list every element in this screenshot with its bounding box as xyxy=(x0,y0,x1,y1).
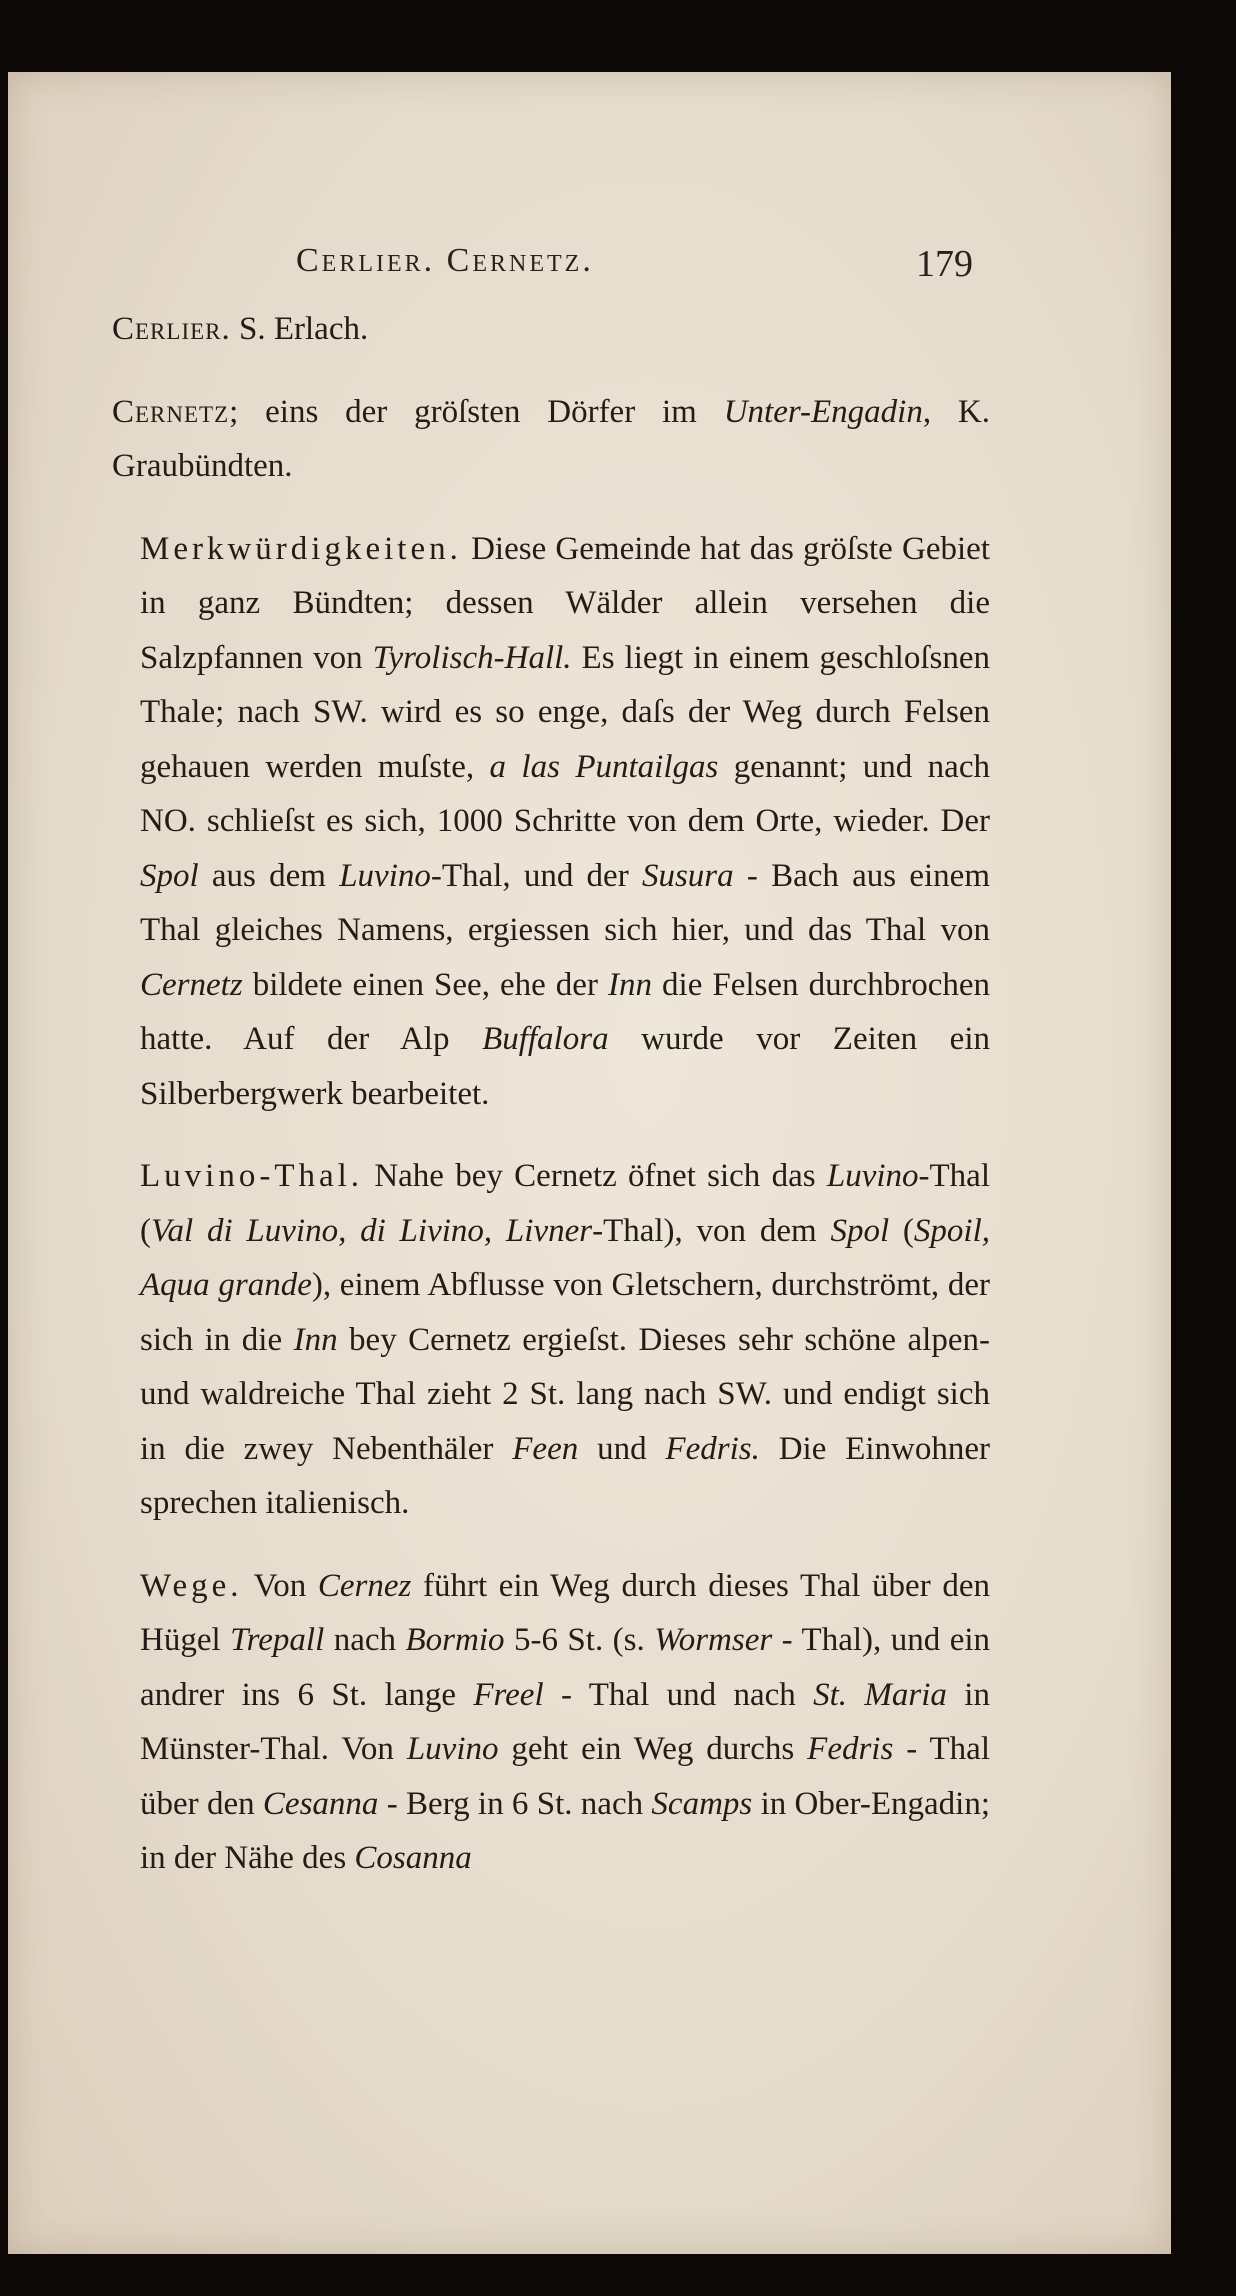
paragraph-text: geht ein Weg durchs xyxy=(498,1731,808,1767)
paragraph-luvino-thal xyxy=(68,1149,990,1531)
paragraph-text: Nahe bey Cernetz öfnet sich das xyxy=(363,1158,827,1194)
italic-name: Cesanna xyxy=(262,1785,379,1822)
italic-name: Scamps xyxy=(651,1785,753,1822)
italic-name: Val di Luvino, di Livino, Livner xyxy=(151,1212,593,1249)
paragraph-text: Diese Gemeinde hat das gröſste Gebiet in ganz Bündten; dessen Wälder allein versehen die Salzpfannen von xyxy=(140,530,990,676)
italic-name: Spol xyxy=(140,857,199,894)
paragraph-text: genannt; und nach NO. schlieſst es sich, 1000 Schritte von dem Orte, wieder. Der xyxy=(140,748,990,839)
italic-name: Cernez xyxy=(317,1567,412,1604)
paragraph-text: und xyxy=(578,1430,666,1467)
section-heading: Merkwürdigkeiten. xyxy=(140,530,462,567)
paragraph-text: in Ober-Engadin; in der Nähe des xyxy=(140,1785,990,1876)
paragraph-text: bey Cernetz ergieſst. Dieses sehr schöne alpen- und waldreiche Thal zieht 2 St. lang nach SW. und endigt sich in die zwey Nebenthäler xyxy=(140,1321,990,1467)
paragraph-text: die Felsen durchbrochen hatte. Auf der Alp xyxy=(140,966,990,1057)
paragraph-text: -Thal), von dem xyxy=(592,1212,831,1249)
paragraph-text: 5-6 St. (s. xyxy=(504,1622,655,1658)
italic-name: Spol xyxy=(830,1212,890,1249)
paragraph-text: Es liegt in einem geschloſsnen Thale; nach SW. wird es so enge, daſs der Weg durch Felsen gehauen werden muſste, xyxy=(140,639,990,785)
section-heading: Wege. xyxy=(140,1567,243,1604)
italic-name: Luvino xyxy=(406,1731,499,1767)
body-text xyxy=(68,302,990,1886)
italic-name: Bormio xyxy=(405,1622,505,1658)
italic-name: Feen xyxy=(512,1430,579,1467)
italic-name: a las Puntailgas xyxy=(489,748,719,785)
italic-name: Spoil, Aqua grande xyxy=(140,1212,990,1303)
italic-name: Luvino xyxy=(339,857,431,894)
entry-text: , K. Graubündten. xyxy=(112,393,990,484)
page-header xyxy=(8,242,1171,285)
italic-name: Wormser xyxy=(654,1622,773,1658)
paragraph-text: Die Einwohner sprechen italienisch. xyxy=(140,1430,990,1521)
italic-name: Cernetz xyxy=(140,966,243,1003)
entry-text: ; eins der gröſsten Dörfer im xyxy=(229,393,724,430)
paragraph-text: ), einem Abflusse von Gletschern, durchströmt, der sich in die xyxy=(140,1267,990,1358)
italic-name: Susura xyxy=(641,857,734,894)
entry-term: Cernetz xyxy=(112,393,230,430)
paragraph-text: in Münster-Thal. Von xyxy=(140,1676,990,1767)
italic-name: Trepall xyxy=(230,1622,325,1658)
paragraph-text: bildete einen See, ehe der xyxy=(242,966,608,1003)
paragraph-text: - Thal und nach xyxy=(543,1676,814,1713)
entry-text: S. Erlach. xyxy=(239,311,369,347)
book-page xyxy=(8,72,1171,2254)
entry-cernetz xyxy=(68,385,990,494)
paragraph-text: -Thal ( xyxy=(140,1158,990,1249)
paragraph-text: führt ein Weg durch dieses Thal über den Hügel xyxy=(140,1567,990,1658)
italic-name: Freel xyxy=(473,1676,544,1713)
italic-name: Tyrolisch-Hall. xyxy=(372,639,572,676)
paragraph-text: - Thal), und ein andrer ins 6 St. lange xyxy=(140,1622,991,1713)
italic-name: Inn xyxy=(293,1321,338,1358)
running-title: Cerlier. Cernetz. xyxy=(296,242,594,279)
place-name: Unter-Engadin xyxy=(723,393,923,430)
entry-cerlier xyxy=(68,302,990,357)
paragraph-text: Von xyxy=(242,1567,318,1604)
italic-name: Fedris xyxy=(807,1731,894,1767)
paragraph-merkwuerdigkeiten xyxy=(68,522,990,1122)
italic-name: Buffalora xyxy=(482,1021,609,1057)
italic-name: St. Maria xyxy=(813,1676,947,1713)
paragraph-text: -Thal, und der xyxy=(430,857,642,894)
italic-name: Cosanna xyxy=(354,1840,472,1876)
paragraph-text: - Berg in 6 St. nach xyxy=(378,1785,652,1822)
italic-name: Inn xyxy=(607,966,652,1003)
paragraph-text: - Thal über den xyxy=(140,1731,990,1822)
paragraph-text: - Bach aus einem Thal gleiches Namens, ergiessen sich hier, und das Thal von xyxy=(140,857,990,948)
paragraph-text: wurde vor Zeiten ein Silberbergwerk bearbeitet. xyxy=(140,1021,990,1112)
paragraph-text: nach xyxy=(324,1622,406,1658)
paragraph-text: aus dem xyxy=(198,857,340,894)
section-heading: Luvino-Thal. xyxy=(140,1158,364,1194)
entry-term: Cerlier. xyxy=(112,311,231,347)
italic-name: Luvino xyxy=(826,1158,919,1194)
italic-name: Fedris. xyxy=(665,1430,760,1467)
page-number: 179 xyxy=(916,243,973,285)
paragraph-text: ( xyxy=(889,1212,914,1249)
paragraph-wege xyxy=(68,1559,990,1886)
